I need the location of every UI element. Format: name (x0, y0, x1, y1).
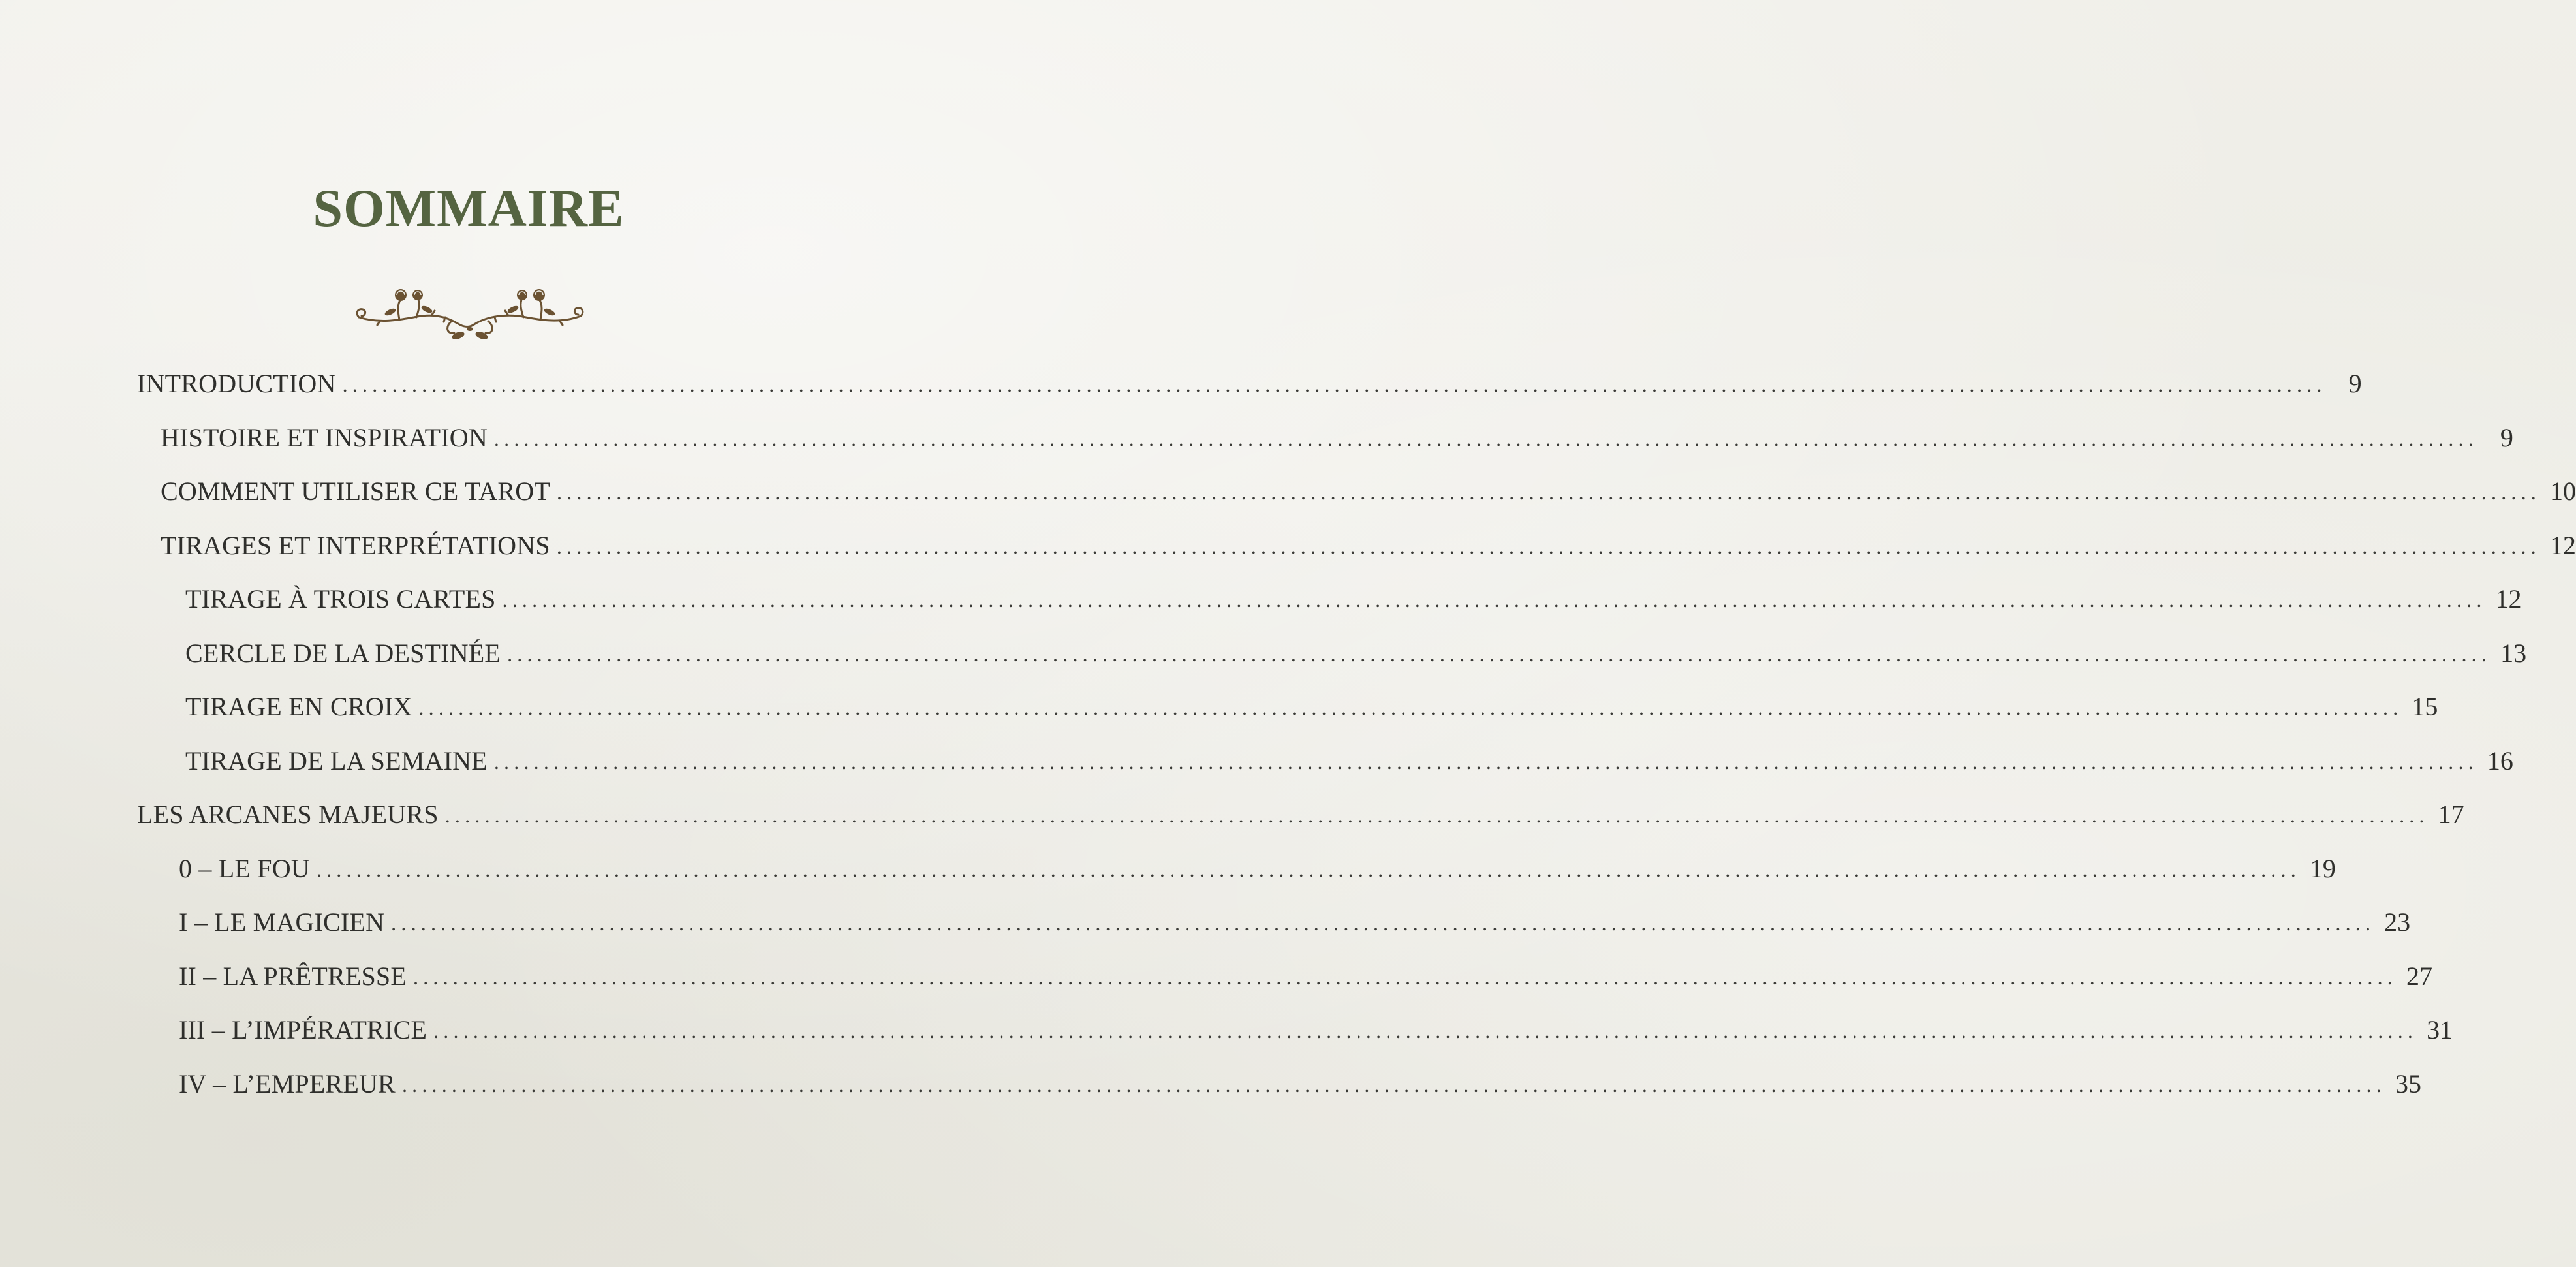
toc-dot-leader: ........................................................................................................................................................................................................ (316, 857, 2301, 881)
toc-entry-page-number: 10 (2550, 477, 2576, 506)
toc-dot-leader: ........................................................................................................................................................................................................ (493, 426, 2478, 450)
toc-entry-page-number: 27 (2406, 961, 2432, 991)
toc-entry-label: TIRAGE À TROIS CARTES (185, 584, 496, 614)
toc-entry-label: 0 – LE FOU (179, 853, 310, 883)
toc-entry[interactable] (161, 418, 2513, 458)
toc-entry[interactable] (137, 795, 2464, 834)
toc-dot-leader: ........................................................................................................................................................................................................ (444, 804, 2429, 827)
toc-dot-leader: ........................................................................................................................................................................................................ (493, 749, 2478, 774)
toc-entry-label: III – L’IMPÉRATRICE (179, 1015, 427, 1044)
toc-entry-label: HISTOIRE ET INSPIRATION (161, 422, 488, 452)
toc-entry[interactable] (185, 687, 2438, 727)
toc-entry-page-number: 15 (2412, 692, 2438, 721)
toc-dot-leader: ........................................................................................................................................................................................................ (401, 1072, 2386, 1097)
toc-entry-page-number: 17 (2438, 800, 2464, 829)
toc-entry-label: TIRAGE EN CROIX (185, 692, 412, 721)
toc-entry-label: I – LE MAGICIEN (179, 907, 385, 937)
toc-entry[interactable] (161, 472, 2576, 511)
page-title: SOMMAIRE (313, 178, 625, 238)
toc-dot-leader: ........................................................................................................................................................................................................ (413, 965, 2397, 989)
toc-entry[interactable] (185, 742, 2513, 781)
toc-dot-leader: ........................................................................................................................................................................................................ (391, 911, 2376, 935)
rose-vine-flourish-icon (354, 283, 586, 342)
toc-entry-page-number: 13 (2500, 638, 2527, 668)
toc-entry-label: TIRAGE DE LA SEMAINE (185, 745, 488, 775)
toc-entry-page-number: 31 (2427, 1015, 2453, 1044)
toc-entry[interactable] (137, 364, 2362, 403)
toc-dot-leader: ........................................................................................................................................................................................................ (507, 642, 2492, 666)
toc-entry-label: II – LA PRÊTRESSE (179, 961, 407, 991)
toc-entry[interactable] (179, 1065, 2421, 1104)
toc-entry-label: IV – L’EMPEREUR (179, 1069, 396, 1099)
toc-entry-page-number: 19 (2309, 853, 2336, 883)
toc-entry-page-number: 23 (2384, 907, 2411, 937)
toc-entry[interactable] (179, 903, 2411, 942)
toc-dot-leader: ........................................................................................................................................................................................................ (433, 1019, 2418, 1042)
toc-entry-page-number: 12 (2549, 530, 2576, 560)
toc-dot-leader: ........................................................................................................................................................................................................ (342, 373, 2327, 396)
toc-entry-page-number: 35 (2395, 1069, 2421, 1099)
toc-entry-page-number: 9 (2500, 422, 2513, 452)
toc-dot-leader: ........................................................................................................................................................................................................ (556, 534, 2541, 558)
toc-entry[interactable] (161, 526, 2576, 565)
toc-entry[interactable] (185, 580, 2522, 619)
toc-entry-label: INTRODUCTION (137, 369, 336, 398)
toc-entry-page-number: 12 (2495, 584, 2522, 614)
toc-dot-leader: ........................................................................................................................................................................................................ (418, 696, 2403, 719)
toc-entry-label: TIRAGES ET INTERPRÉTATIONS (161, 530, 550, 560)
toc-entry-page-number: 16 (2487, 745, 2513, 775)
toc-entry[interactable] (179, 1010, 2453, 1050)
toc-entry-label: CERCLE DE LA DESTINÉE (185, 638, 501, 668)
toc-dot-leader: ........................................................................................................................................................................................................ (557, 480, 2541, 504)
toc-entry-label: LES ARCANES MAJEURS (137, 800, 439, 829)
toc-entry[interactable] (179, 849, 2336, 888)
toc-entry[interactable] (185, 634, 2527, 673)
toc-entry-label: COMMENT UTILISER CE TAROT (161, 477, 550, 506)
toc-dot-leader: ........................................................................................................................................................................................................ (502, 588, 2487, 612)
toc-entry-page-number: 9 (2348, 369, 2362, 398)
toc-entry[interactable] (179, 957, 2432, 996)
